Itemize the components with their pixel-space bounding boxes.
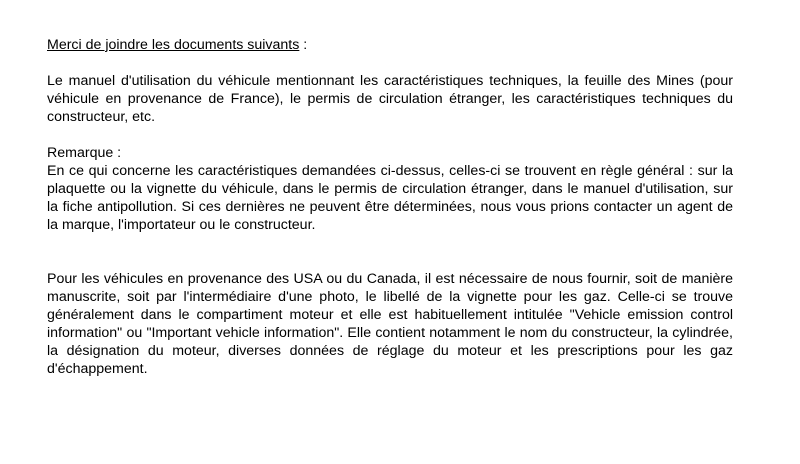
remark-section <box>47 144 733 234</box>
usa-canada-paragraph: Pour les véhicules en provenance des USA ou du Canada, il est nécessaire de nous fournir, soit de manière manuscrite, soit par l'intermédiaire d'une photo, le libellé de la vignette pour les gaz. Celle-ci se trouve généralement dans le compartiment moteur et elle est habituellement intitulée "Vehicle emission control information" ou "Important vehicle information". Elle contient notamment le nom du constructeur, la cylindrée, la désignation du moteur, diverses données de réglage du moteur et les prescriptions pour les gaz d'échappement. <box>47 271 733 377</box>
document-body <box>47 36 733 396</box>
remark-text: En ce qui concerne les caractéristiques demandées ci-dessus, celles-ci se trouvent en règle général : sur la plaquette ou la vignette du véhicule, dans le permis de circulation étranger, dans le manuel d'utilisation, sur la fiche antipollution. Si ces dernières ne peuvent être déterminées, nous vous prions contacter un agent de la marque, l'importateur ou le constructeur. <box>47 163 733 233</box>
documents-heading-text: Merci de joindre les documents suivants <box>47 37 300 53</box>
documents-heading-suffix: : <box>299 37 308 53</box>
documents-list-paragraph: Le manuel d'utilisation du véhicule mentionnant les caractéristiques techniques, la feuille des Mines (pour véhicule en provenance de France), le permis de circulation étranger, les caractéristiques techniques du constructeur, etc. <box>47 73 733 125</box>
documents-heading <box>47 36 733 54</box>
remark-label: Remarque : <box>47 145 122 161</box>
